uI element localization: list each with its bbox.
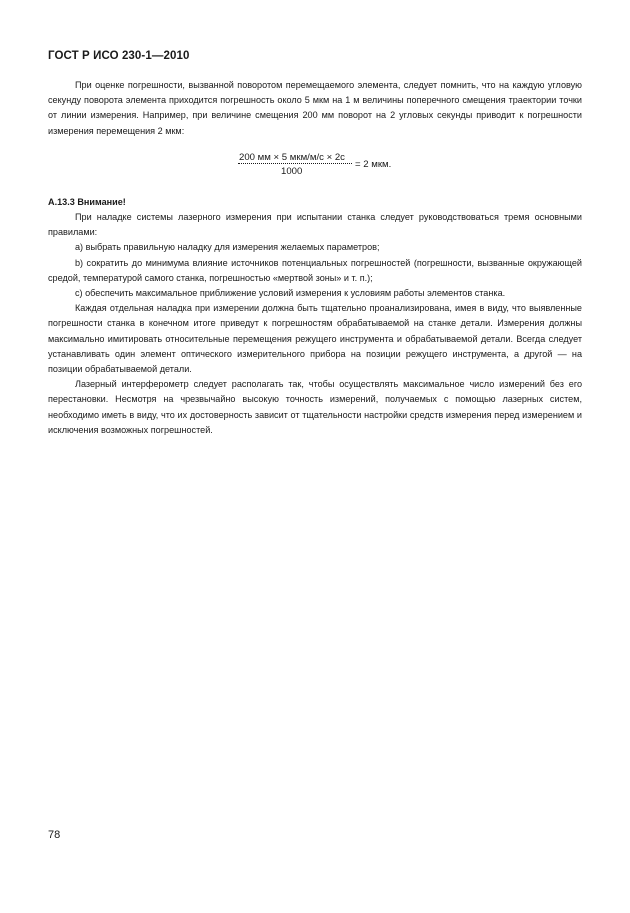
rule-c: с) обеспечить максимальное приближение условий измерения к условиям работы элементов станка. — [75, 288, 506, 299]
page-number: 78 — [48, 829, 61, 841]
section-heading: А.13.3 Внимание! — [48, 196, 126, 207]
formula-result: = 2 мкм. — [355, 158, 392, 170]
page-body — [48, 78, 582, 438]
formula-numerator: 200 мм × 5 мкм/м/с × 2с — [239, 151, 345, 163]
rule-a: а) выбрать правильную наладку для измерения желаемых параметров; — [75, 242, 380, 253]
rule-b: b) сократить до минимума влияние источников потенциальных погрешностей (погрешности, вызванные окружающей средой, температурой самого станка, погрешностью «мертвой зоны» и т. п.); — [48, 257, 582, 283]
paragraph-rotation-error: При оценке погрешности, вызванной поворотом перемещаемого элемента, следует помнить, что на каждую угловую секунду поворота элемента приходится погрешность около 5 мкм на 1 м величины поперечного смещения траектории точки от линии измерения. Например, при величине смещения 200 мм поворот на 2 угловых секунды приводит к погрешности измерения перемещения 2 мкм: — [48, 80, 582, 136]
paragraph-interferometer: Лазерный интерферометр следует располагать так, чтобы осуществлять максимальное число измерений без его перестановки. Несмотря на чрезвычайно высокую точность измерений, получаемых с помощью лазерных систем, необходимо иметь в виду, что их достоверность зависит от тщательности настройки средств измерения перед измерением и исключения возможных погрешностей. — [48, 379, 582, 435]
formula — [48, 148, 582, 192]
rules-intro: При наладке системы лазерного измерения при испытании станка следует руководствоваться тремя основными правилами: — [48, 212, 582, 238]
paragraph-setup-analysis: Каждая отдельная наладка при измерении должна быть тщательно проанализирована, имея в виду, что выявленные погрешности станка в конечном итоге приведут к погрешностям обрабатываемой на станке детали. Измерения должны максимально имитировать относительные перемещения режущего инструмента и обрабатываемой детали. Всегда следует устанавливать один элемент оптического измерительного прибора на позиции режущего инструмента, а другой — на позиции обрабатываемой детали. — [48, 303, 582, 375]
document-header: ГОСТ Р ИСО 230-1—2010 — [48, 50, 190, 62]
formula-denominator: 1000 — [281, 165, 303, 177]
